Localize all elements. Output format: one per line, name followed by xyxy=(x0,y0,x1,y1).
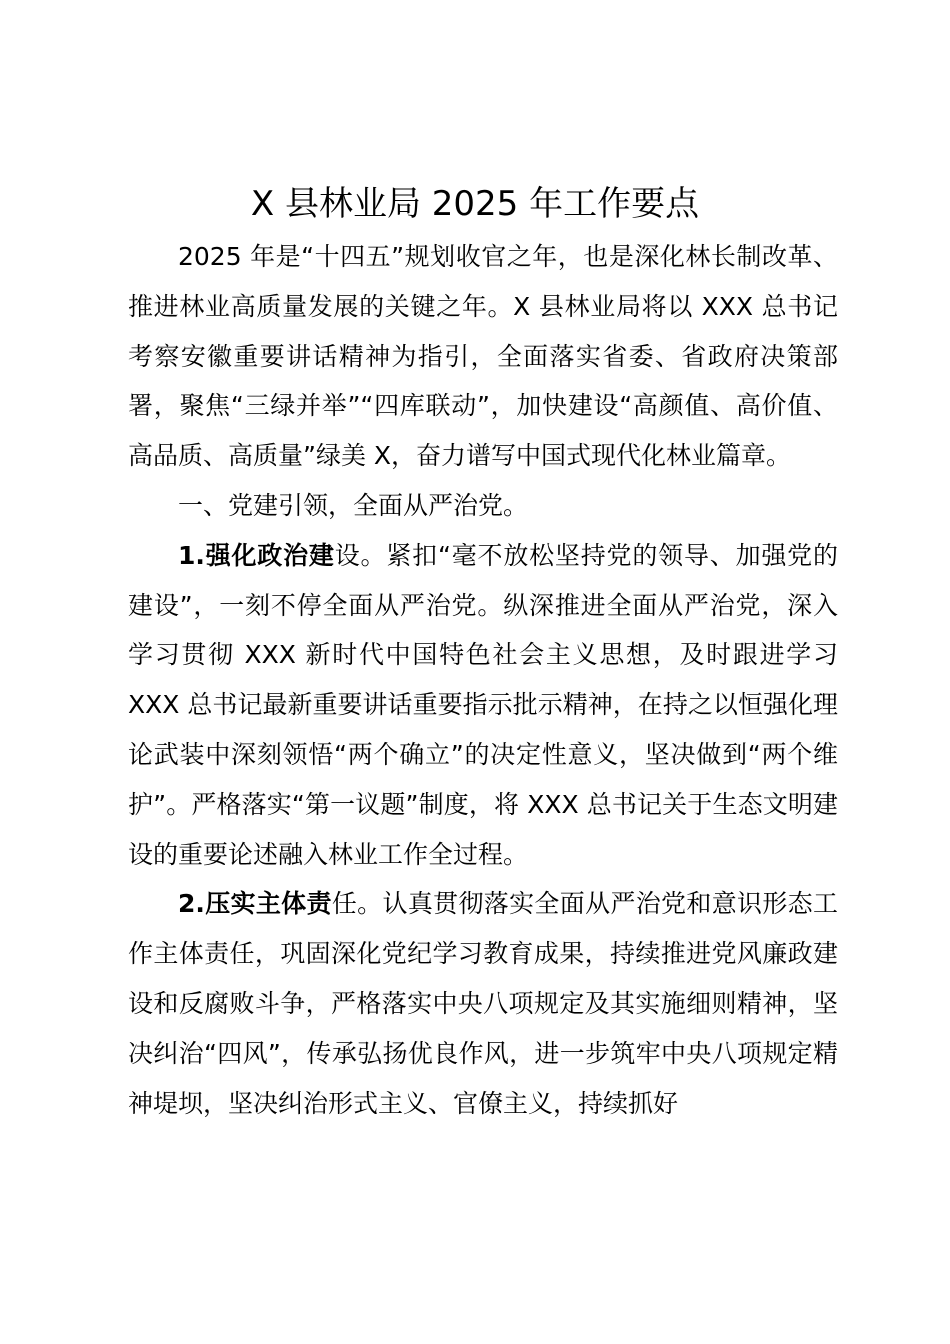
item-1-text: 设。紧扣“毫不放松坚持党的领导、加强党的建设”，一刻不停全面从严治党。纵深推进全面从严治党，深入学习贯彻 XXX 新时代中国特色社会主义思想，及时跟进学习 XXX 总书记最新重要讲话重要指示批示精神，在持之以恒强化理论武装中深刻领悟“两个确立”的决定性意义，坚决做到“两个维护”。严格落实“第一议题”制度，将 XXX 总书记关于生态文明建设的重要论述融入林业工作全过程。 xyxy=(128,540,838,869)
document-title: X 县林业局 2025 年工作要点 xyxy=(250,184,700,224)
item-1-paragraph xyxy=(128,531,838,880)
item-1-lead: 1.强化政治建 xyxy=(178,540,335,570)
section-heading: 一、党建引领，全面从严治党。 xyxy=(178,490,529,520)
item-2-text: 任。认真贯彻落实全面从严治党和意识形态工作主体责任，巩固深化党纪学习教育成果，持续推进党风廉政建设和反腐败斗争，严格落实中央八项规定及其实施细则精神，坚决纠治“四风”，传承弘扬优良作风，进一步筑牢中央八项规定精神堤坝，坚决纠治形式主义、官僚主义，持续抓好 xyxy=(128,889,838,1118)
intro-paragraph: 2025 年是“十四五”规划收官之年，也是深化林长制改革、推进林业高质量发展的关键之年。X 县林业局将以 XXX 总书记考察安徽重要讲话精神为指引，全面落实省委、省政府决策部署，聚焦“三绿并举”“四库联动”，加快建设“高颜值、高价值、高品质、高质量”绿美 X，奋力谱写中国式现代化林业篇章。 xyxy=(128,242,838,471)
item-2-lead: 2.压实主体责 xyxy=(178,889,332,919)
document-body xyxy=(128,232,838,1128)
item-2-paragraph xyxy=(128,879,838,1128)
